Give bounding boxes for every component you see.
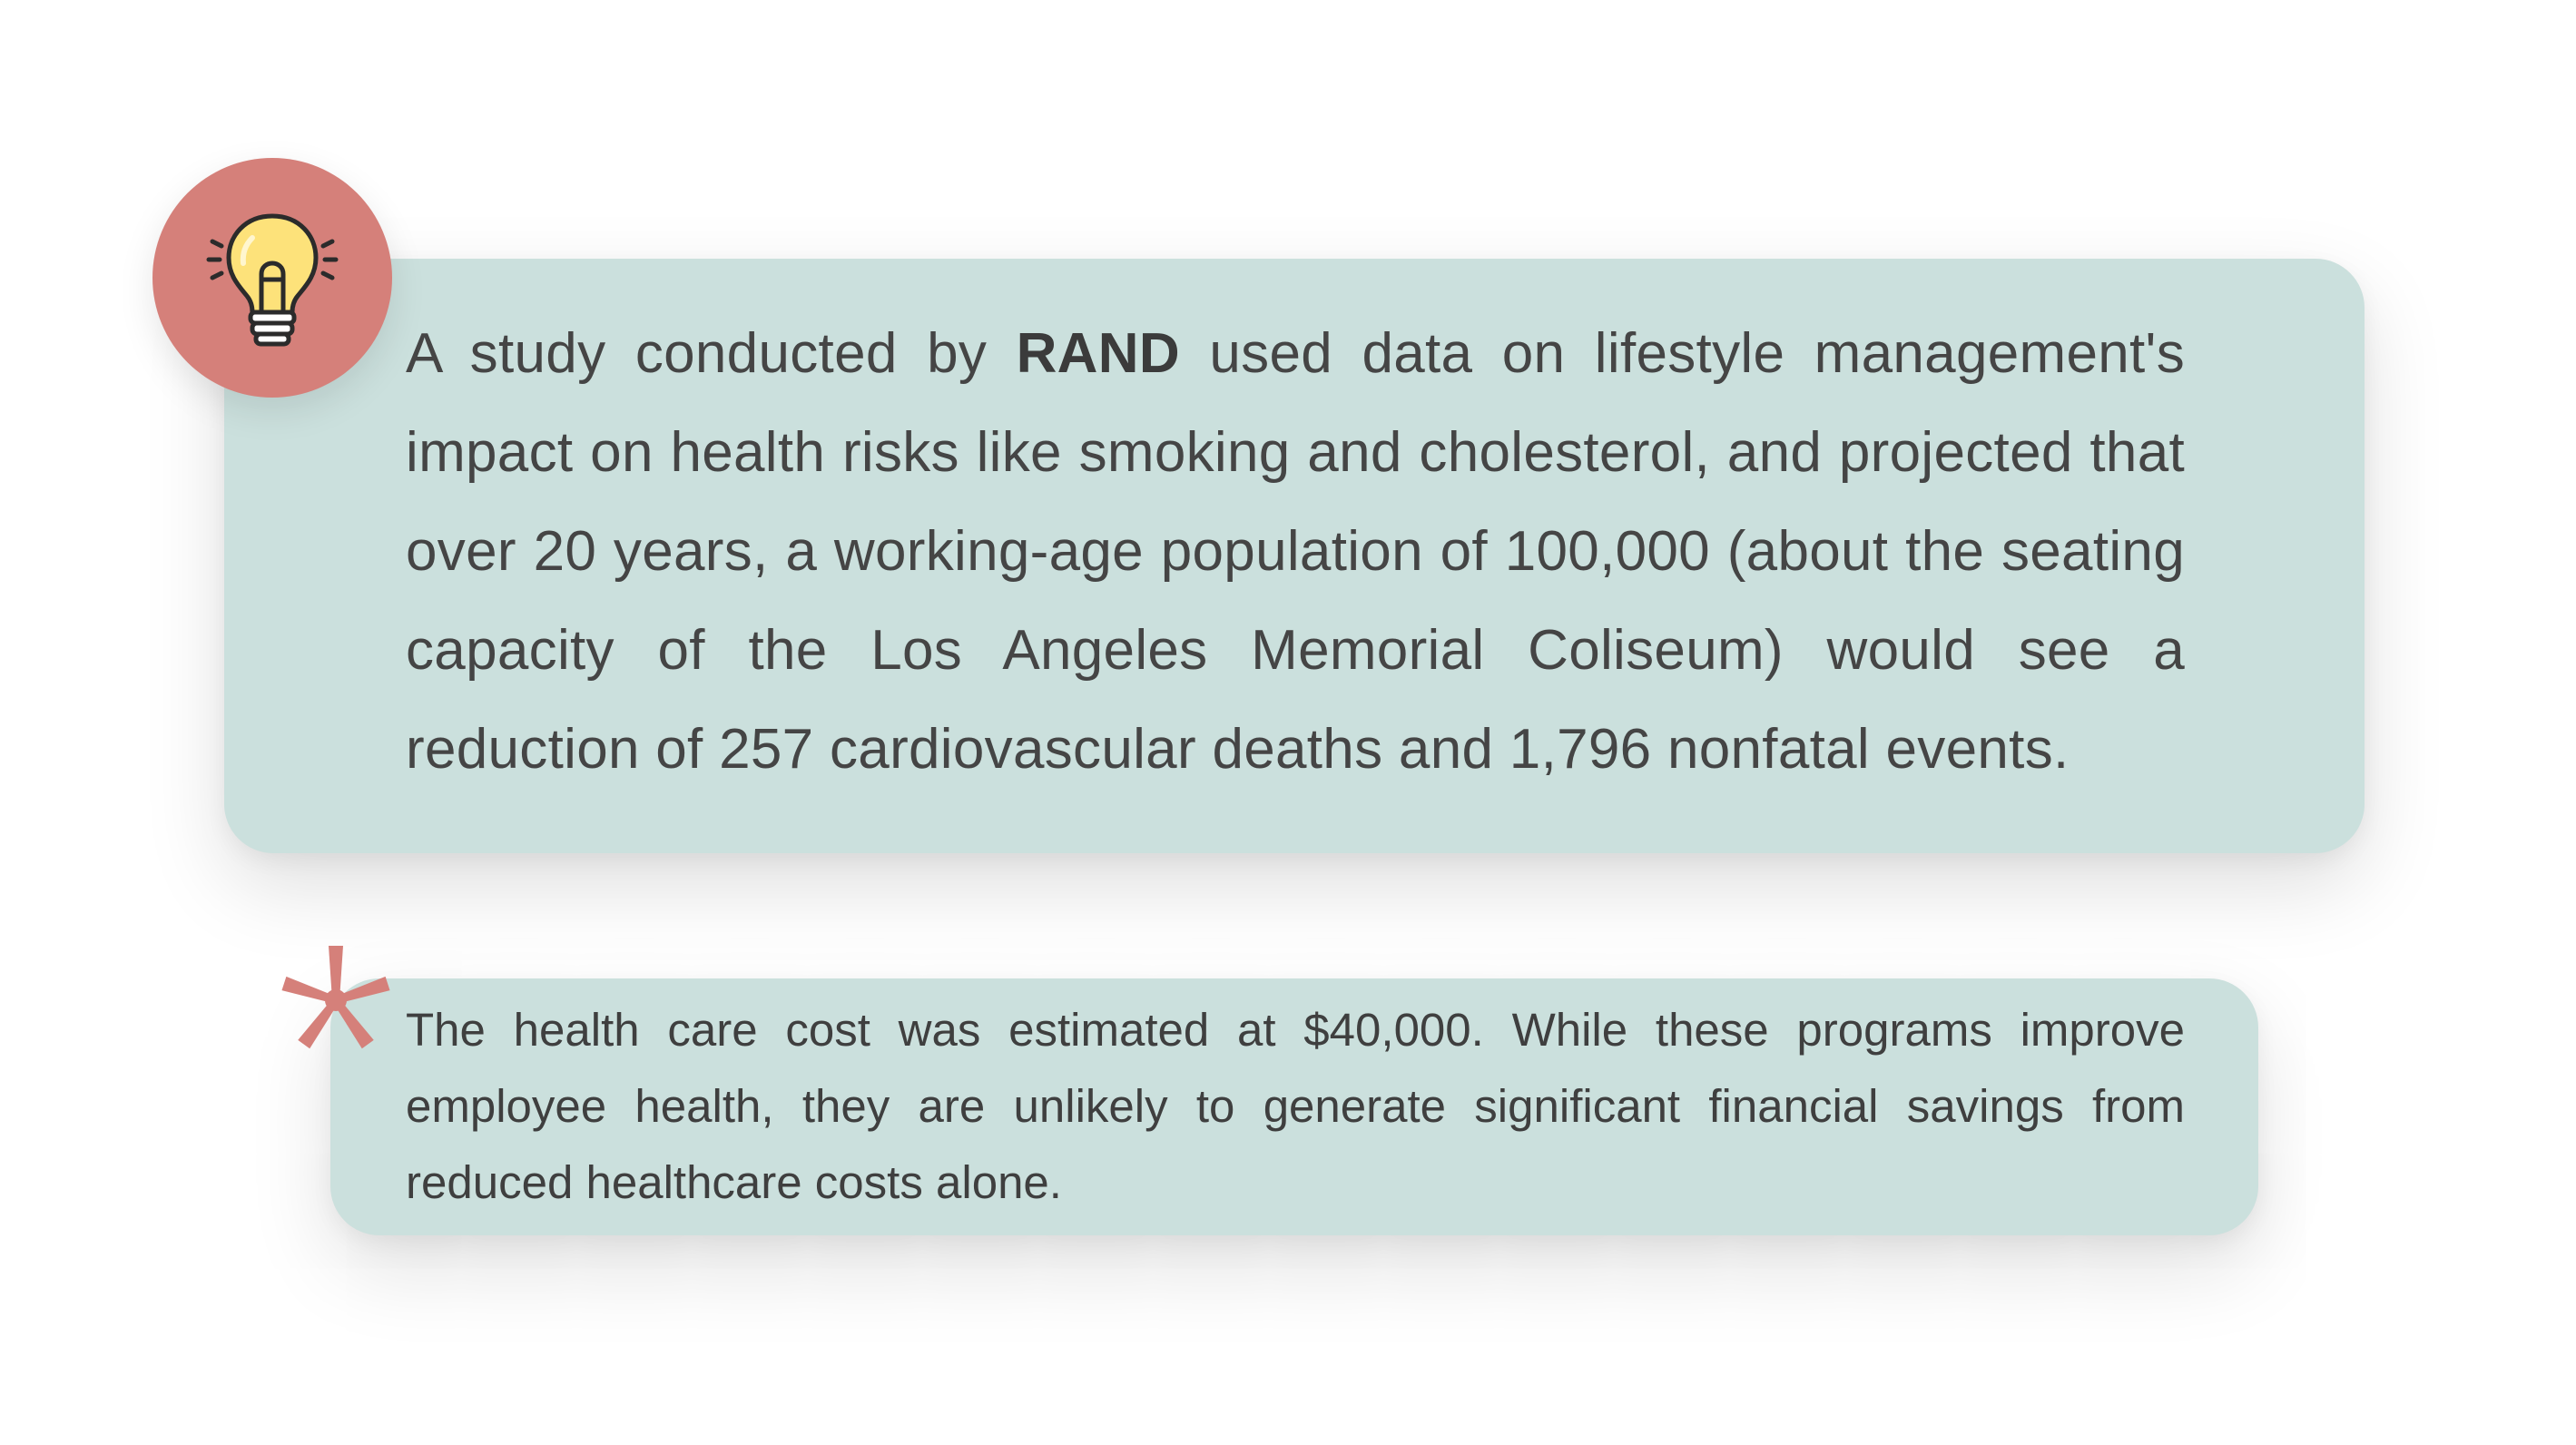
asterisk-icon bbox=[280, 944, 392, 1057]
lightbulb-badge bbox=[152, 158, 392, 398]
rand-bold-label: RAND bbox=[1016, 322, 1180, 385]
rand-study-text bbox=[406, 304, 2185, 799]
study-text-suffix: used data on lifestyle management's impact on health risks like smoking and cholesterol, and projected that over 20 years, a working-age population of 100,000 (about the seating capacity of the Los Angeles Memorial Coliseum) would see a reduction of 257 cardiovascular deaths and 1,796 nonfatal events. bbox=[406, 322, 2185, 781]
study-text-prefix: A study conducted by bbox=[406, 322, 1017, 385]
lightbulb-icon bbox=[200, 203, 345, 354]
cost-note-text: The health care cost was estimated at $40,000. While these programs improve employee health, they are unlikely to generate significant financial savings from reduced healthcare costs alone. bbox=[406, 1004, 2185, 1208]
